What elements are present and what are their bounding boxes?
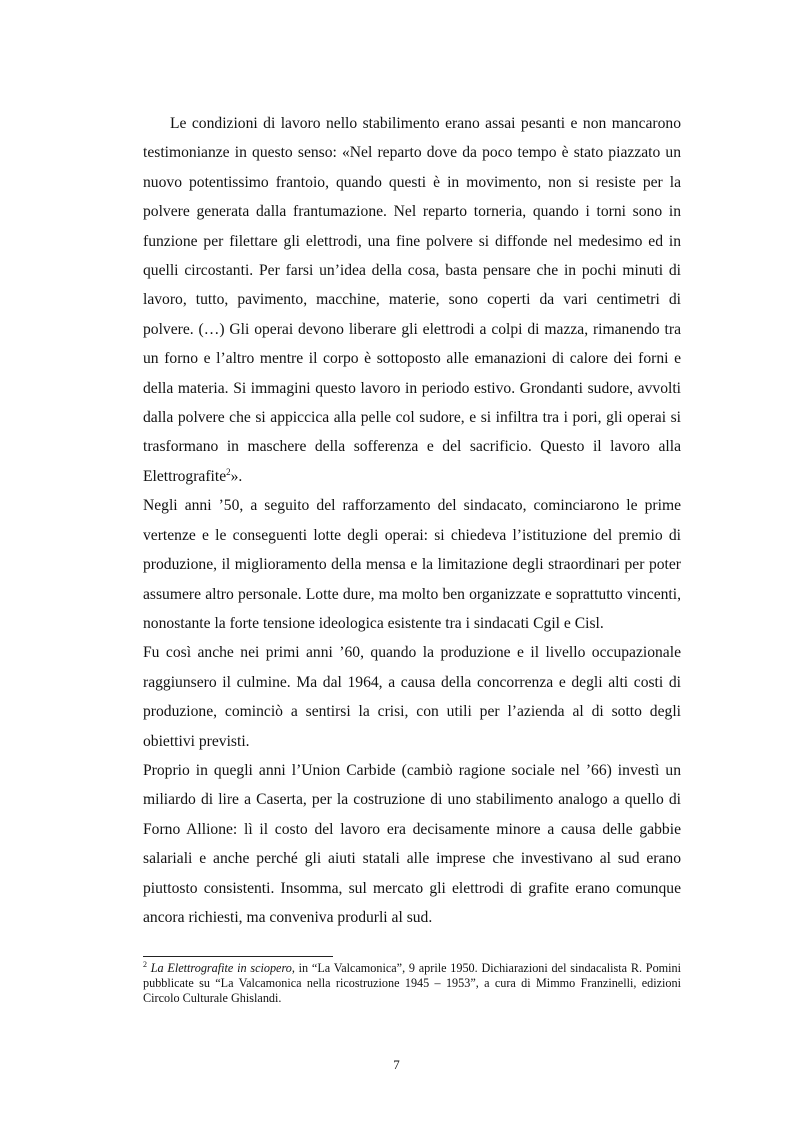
- footnote-reference[interactable]: 2: [226, 466, 231, 477]
- footnote-separator: [143, 956, 333, 957]
- footnote-title: La Elettrografite in sciopero: [150, 961, 292, 975]
- footnote-number: 2: [143, 959, 147, 969]
- footnote-text: , in “La Valcamonica”, 9 aprile 1950. Dichiarazioni del sindacalista R. Pomini pubblicate su “La Valcamonica nella ricostruzione 1945 – 1953”, a cura di Mimmo Franzinelli, edizioni Circolo Culturale Ghislandi.: [143, 961, 682, 1006]
- paragraph-union-carbide: Proprio in quegli anni l’Union Carbide (cambiò ragione sociale nel ’66) investì un miliardo di lire a Caserta, per la costruzione di uno stabilimento analogo a quello di Forno Allione: lì il costo del lavoro era decisamente minore a causa delle gabbie salariali e anche perché gli aiuti statali alle imprese che investivano al sud erano piuttosto consistenti. Insomma, sul mercato gli elettrodi di grafite erano comunque ancora richiesti, ma conveniva produrli al sud.: [143, 761, 681, 926]
- paragraph-sixties: Fu così anche nei primi anni ’60, quando la produzione e il livello occupazionale raggiunsero il culmine. Ma dal 1964, a causa della concorrenza e degli alti costi di produzione, cominciò a sentirsi la crisi, con utili per l’azienda al di sotto degli obiettivi previsti.: [143, 644, 681, 750]
- body-text: [143, 109, 681, 932]
- page-number: 7: [393, 1057, 400, 1072]
- paragraph-text: Le condizioni di lavoro nello stabilimento erano assai pesanti e non mancarono testimonianze in questo senso: «Nel reparto dove da poco tempo è stato piazzato un nuovo potentissimo frantoio, quando questi è in movimento, non si resiste per la polvere generata dalla frantumazione. Nel reparto torneria, quando i torni sono in funzione per filettare gli elettrodi, una fine polvere si diffonde nel medesimo ed in quelli circostanti. Per farsi un’idea della cosa, basta pensare che in pochi minuti di lavoro, tutto, pavimento, macchine, materie, sono coperti da vari centimetri di polvere. (…) Gli operai devono liberare gli elettrodi a colpi di mazza, rimanendo tra un forno e l’altro mentre il corpo è sottoposto alle emanazioni di calore dei forni e della materia. Si immagini questo lavoro in periodo estivo. Grondanti sudore, avvolti dalla polvere che si appiccica alla pelle col sudore, e si infiltra tra i pori, gli operai si trasformano in maschere della sofferenza e del sacrificio. Questo il lavoro alla Elettrografite: [143, 115, 681, 485]
- quote-close: ».: [230, 467, 243, 485]
- paragraph-working-conditions: [143, 109, 681, 491]
- footnote: [143, 961, 681, 1007]
- paragraph-fifties: Negli anni ’50, a seguito del rafforzamento del sindacato, cominciarono le prime vertenze e le conseguenti lotte degli operai: si chiedeva l’istituzione del premio di produzione, il miglioramento della mensa e la limitazione degli straordinari per poter assumere altro personale. Lotte dure, ma molto ben organizzate e soprattutto vincenti, nonostante la forte tensione ideologica esistente tra i sindacati Cgil e Cisl.: [143, 497, 681, 632]
